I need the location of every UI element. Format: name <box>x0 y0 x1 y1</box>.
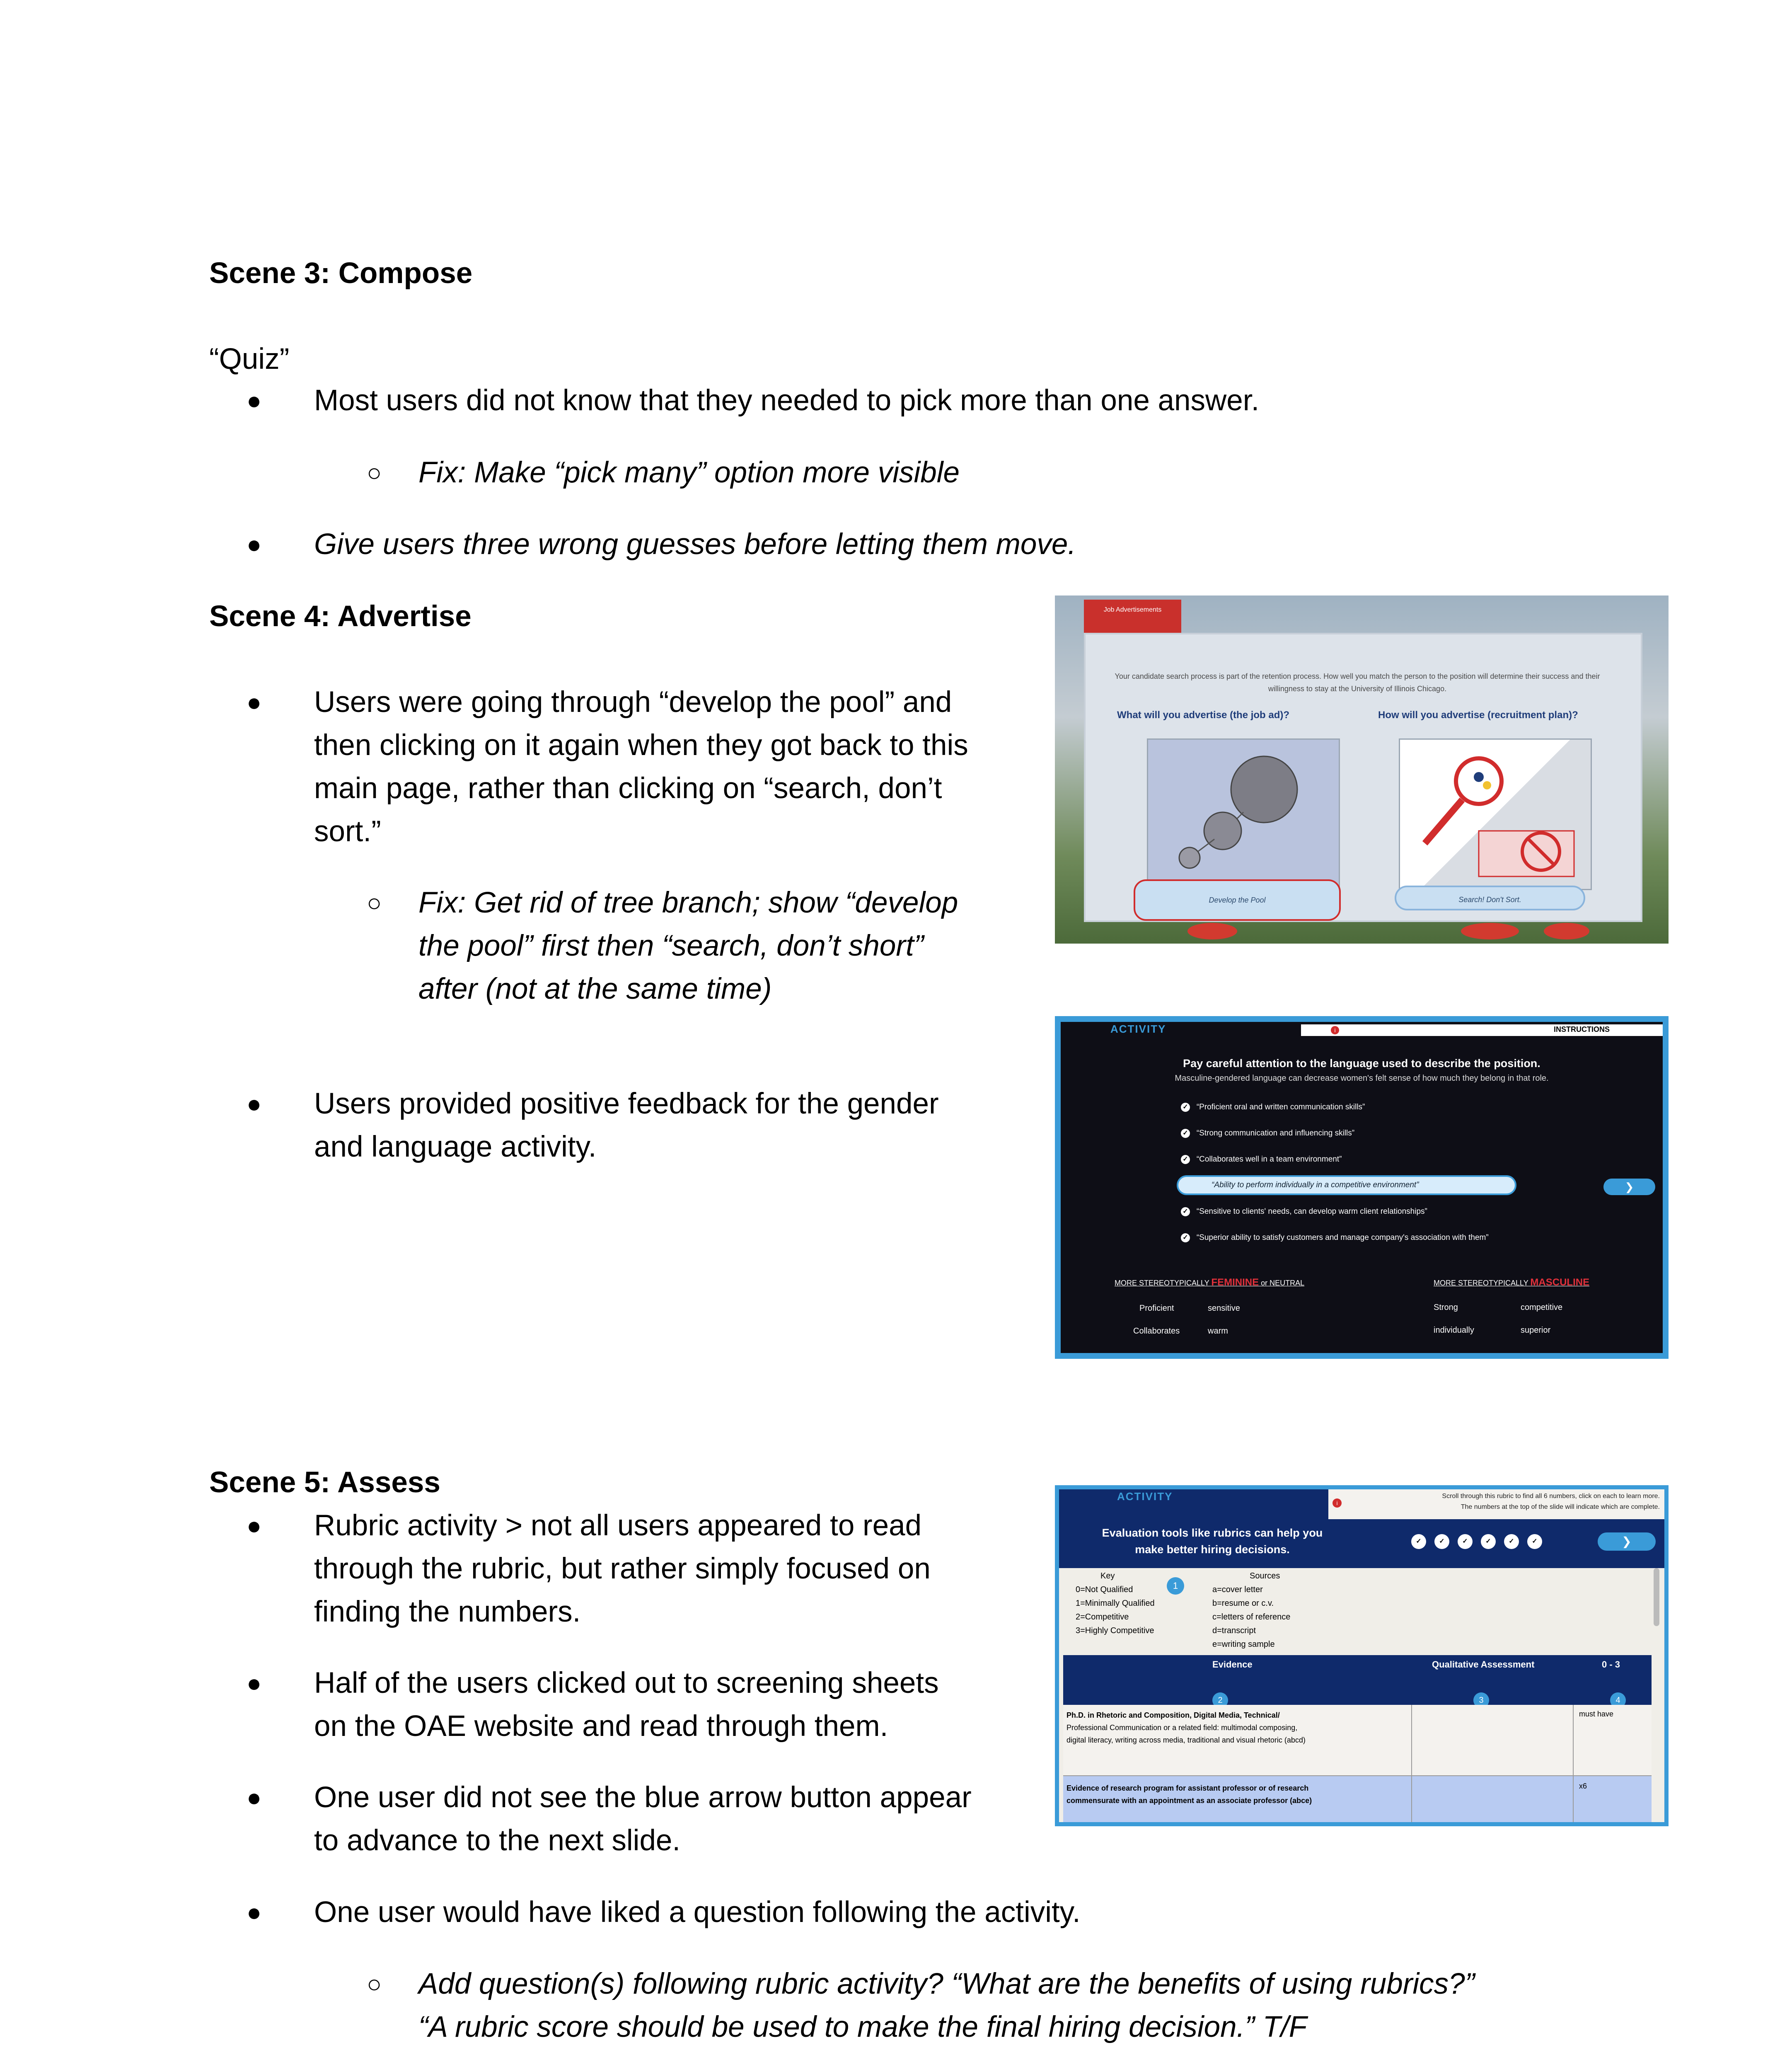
scene3-bullet2: Give users three wrong guesses before letting them move. <box>314 528 1076 561</box>
feminine-heading: MORE STEREOTYPICALLY FEMININE or NEUTRAL <box>1115 1277 1305 1288</box>
scene4-fix-line3: after (not at the same time) <box>418 973 772 1005</box>
word-chip: Proficient <box>1139 1304 1174 1313</box>
gender-language-screenshot <box>1055 1016 1669 1359</box>
develop-pool-button[interactable]: Develop the Pool <box>1134 879 1341 921</box>
check-icon: ✓ <box>1481 1534 1496 1549</box>
word-chip: warm <box>1208 1326 1228 1336</box>
word-chip: competitive <box>1521 1303 1563 1312</box>
col-qualitative: Qualitative Assessment <box>1432 1659 1535 1670</box>
search-illustration <box>1399 738 1592 890</box>
scene4-fix-line1: Fix: Get rid of tree branch; show “develop <box>418 886 958 919</box>
quiz-label: “Quiz” <box>209 343 290 375</box>
word-chip: superior <box>1521 1326 1551 1335</box>
info-icon[interactable]: i <box>1332 1498 1342 1508</box>
scene4-bullet1-line2: then clicking on it again when they got back to this <box>314 729 968 762</box>
check-icon: ✓ <box>1434 1534 1449 1549</box>
key-list: 0=Not Qualified 1=Minimally Qualified 2=Competitive 3=Highly Competitive <box>1076 1585 1155 1635</box>
progress-checks <box>1411 1534 1542 1549</box>
masculine-heading: MORE STEREOTYPICALLY MASCULINE <box>1434 1277 1590 1288</box>
scene4-bullet1-line1: Users were going through “develop the pool” and <box>314 686 952 719</box>
scene5-bullet4: One user would have liked a question following the activity. <box>314 1896 1081 1929</box>
bullet-icon: ● <box>247 1512 262 1539</box>
rubric-table-header <box>1063 1655 1652 1705</box>
row-evidence: Evidence of research program for assistant professor or of research commensurate with an appointment as an associate professor (abce) <box>1066 1784 1312 1805</box>
scene3-heading: Scene 3: Compose <box>209 257 473 290</box>
check-icon: ✓ <box>1181 1103 1190 1112</box>
job-ads-tag: Job Advertisements <box>1084 600 1181 633</box>
sub-bullet-icon: ○ <box>367 1970 382 1998</box>
rubric-number-marker[interactable]: 2 <box>1212 1692 1228 1708</box>
scene5-bullet1-line3: finding the numbers. <box>314 1595 581 1628</box>
rubric-row <box>1063 1776 1652 1826</box>
rubric-note: Scroll through this rubric to find all 6 numbers, click on each to learn more. The numbers at the top of the slide will indicate which are complete. <box>1442 1493 1660 1510</box>
phrase-item[interactable] <box>1181 1129 1354 1138</box>
check-icon: ✓ <box>1181 1207 1190 1216</box>
check-icon: ✓ <box>1181 1129 1190 1138</box>
word-chip: sensitive <box>1208 1304 1240 1313</box>
advertise-screenshot <box>1055 595 1669 944</box>
sub-bullet-icon: ○ <box>367 889 382 917</box>
scene5-bullet3-line2: to advance to the next slide. <box>314 1824 681 1857</box>
col-evidence: Evidence <box>1212 1659 1253 1670</box>
bullet-icon: ● <box>247 530 262 558</box>
phrase-text: “Superior ability to satisfy customers and manage company's association with them” <box>1196 1233 1489 1242</box>
word-chip: Collaborates <box>1133 1326 1180 1336</box>
rubric-row <box>1063 1705 1652 1776</box>
search-dont-sort-button[interactable]: Search! Don't Sort. <box>1395 886 1585 910</box>
rubric-number-marker[interactable]: 4 <box>1610 1692 1626 1708</box>
scene3-fix1: Fix: Make “pick many” option more visible <box>418 456 960 489</box>
rubric-number-marker[interactable]: 3 <box>1473 1692 1489 1708</box>
check-icon: ✓ <box>1181 1155 1190 1164</box>
scene4-fix-line2: the pool” first then “search, don’t short” <box>418 929 924 962</box>
check-icon: ✓ <box>1411 1534 1426 1549</box>
sources-list: a=cover letter b=resume or c.v. c=letters of reference d=transcript e=writing sample <box>1212 1585 1291 1649</box>
question-job-ad: What will you advertise (the job ad)? <box>1117 709 1290 721</box>
activity-subtitle: Masculine-gendered language can decrease women's felt sense of how much they belong in that role. <box>1175 1074 1549 1083</box>
check-icon: ✓ <box>1504 1534 1519 1549</box>
row-evidence: Ph.D. in Rhetoric and Composition, Digital Media, Technical/ Professional Communication or a related field: multimodal composing, digital literacy, writing across media, traditional and visual rhetoric (abcd) <box>1066 1711 1306 1744</box>
instructions-label: INSTRUCTIONS <box>1554 1025 1610 1034</box>
word-chip: Strong <box>1434 1303 1458 1312</box>
pool-illustration <box>1147 738 1340 890</box>
row-score: x6 <box>1579 1782 1587 1790</box>
phrase-text: “Collaborates well in a team environment” <box>1196 1155 1342 1164</box>
bullet-icon: ● <box>247 387 262 414</box>
scene5-fix-line1: Add question(s) following rubric activity? “What are the benefits of using rubrics?” <box>418 1968 1475 2000</box>
phrase-text: “Strong communication and influencing skills” <box>1196 1129 1355 1138</box>
next-arrow-button[interactable]: ❯ <box>1598 1532 1656 1551</box>
instructions-bar <box>1301 1024 1666 1036</box>
phrase-text: “Proficient oral and written communication skills” <box>1196 1103 1365 1112</box>
scene4-bullet2-line2: and language activity. <box>314 1130 597 1163</box>
check-icon: ✓ <box>1527 1534 1542 1549</box>
bullet-icon: ● <box>247 1090 262 1118</box>
phrase-item[interactable] <box>1181 1155 1342 1164</box>
scene5-bullet2-line1: Half of the users clicked out to screening sheets <box>314 1667 939 1699</box>
check-icon: ✓ <box>1181 1233 1190 1242</box>
scene4-bullet1-line3: main page, rather than clicking on “search, don’t <box>314 772 942 805</box>
question-recruitment-plan: How will you advertise (recruitment plan)? <box>1378 709 1578 721</box>
scene5-heading: Scene 5: Assess <box>209 1466 440 1499</box>
check-icon: ✓ <box>1458 1534 1473 1549</box>
word-chip: individually <box>1434 1326 1474 1335</box>
info-icon[interactable]: i <box>1331 1026 1339 1034</box>
cell-divider <box>1573 1705 1574 1775</box>
next-arrow-button[interactable]: ❯ <box>1603 1179 1655 1195</box>
scene3-bullet1: Most users did not know that they needed to pick more than one answer. <box>314 384 1260 417</box>
activity-title: Pay careful attention to the language used to describe the position. <box>1183 1057 1540 1070</box>
scene4-heading: Scene 4: Advertise <box>209 600 472 633</box>
sub-bullet-icon: ○ <box>367 459 382 487</box>
key-title: Key <box>1100 1571 1115 1581</box>
phrase-item-selected[interactable]: “Ability to perform individually in a competitive environment” <box>1177 1175 1516 1195</box>
decor-disc <box>1544 923 1589 939</box>
scene4-bullet2-line1: Users provided positive feedback for the gender <box>314 1087 939 1120</box>
activity-label: ACTIVITY <box>1110 1023 1166 1035</box>
advertise-intro: Your candidate search process is part of the retention process. How well you match the person to the position will determine their success and their willingness to stay at the University of Illinois Chicago. <box>1115 672 1600 693</box>
decor-disc <box>1461 923 1519 939</box>
scene5-fix-line2: “A rubric score should be used to make the final hiring decision.” T/F <box>418 2011 1307 2043</box>
rubric-number-marker[interactable]: 1 <box>1167 1577 1184 1595</box>
scene5-bullet1-line1: Rubric activity > not all users appeared to read <box>314 1509 922 1542</box>
bullet-icon: ● <box>247 1669 262 1697</box>
row-score: must have <box>1579 1710 1614 1718</box>
decor-disc <box>1187 923 1237 939</box>
col-score: 0 - 3 <box>1602 1659 1620 1670</box>
bullet-icon: ● <box>247 1784 262 1811</box>
bullet-icon: ● <box>247 688 262 716</box>
phrase-text: “Sensitive to clients' needs, can develop warm client relationships” <box>1196 1207 1427 1216</box>
cell-divider <box>1573 1776 1574 1826</box>
cell-divider <box>1411 1705 1412 1775</box>
scrollbar[interactable] <box>1654 1568 1659 1626</box>
phrase-item[interactable] <box>1181 1207 1427 1216</box>
rubric-screenshot <box>1055 1485 1669 1826</box>
bullet-icon: ● <box>247 1898 262 1926</box>
scene4-bullet1-line4: sort.” <box>314 815 381 848</box>
phrase-item[interactable] <box>1181 1103 1365 1112</box>
activity-label: ACTIVITY <box>1117 1490 1173 1503</box>
scene5-bullet2-line2: on the OAE website and read through them. <box>314 1710 888 1743</box>
phrase-item[interactable] <box>1181 1233 1489 1242</box>
sources-title: Sources <box>1250 1571 1280 1581</box>
rubric-title: Evaluation tools like rubrics can help you make better hiring decisions. <box>1102 1527 1323 1556</box>
cell-divider <box>1411 1776 1412 1826</box>
scene5-bullet1-line2: through the rubric, but rather simply focused on <box>314 1552 931 1585</box>
scene5-bullet3-line1: One user did not see the blue arrow button appear <box>314 1781 972 1814</box>
